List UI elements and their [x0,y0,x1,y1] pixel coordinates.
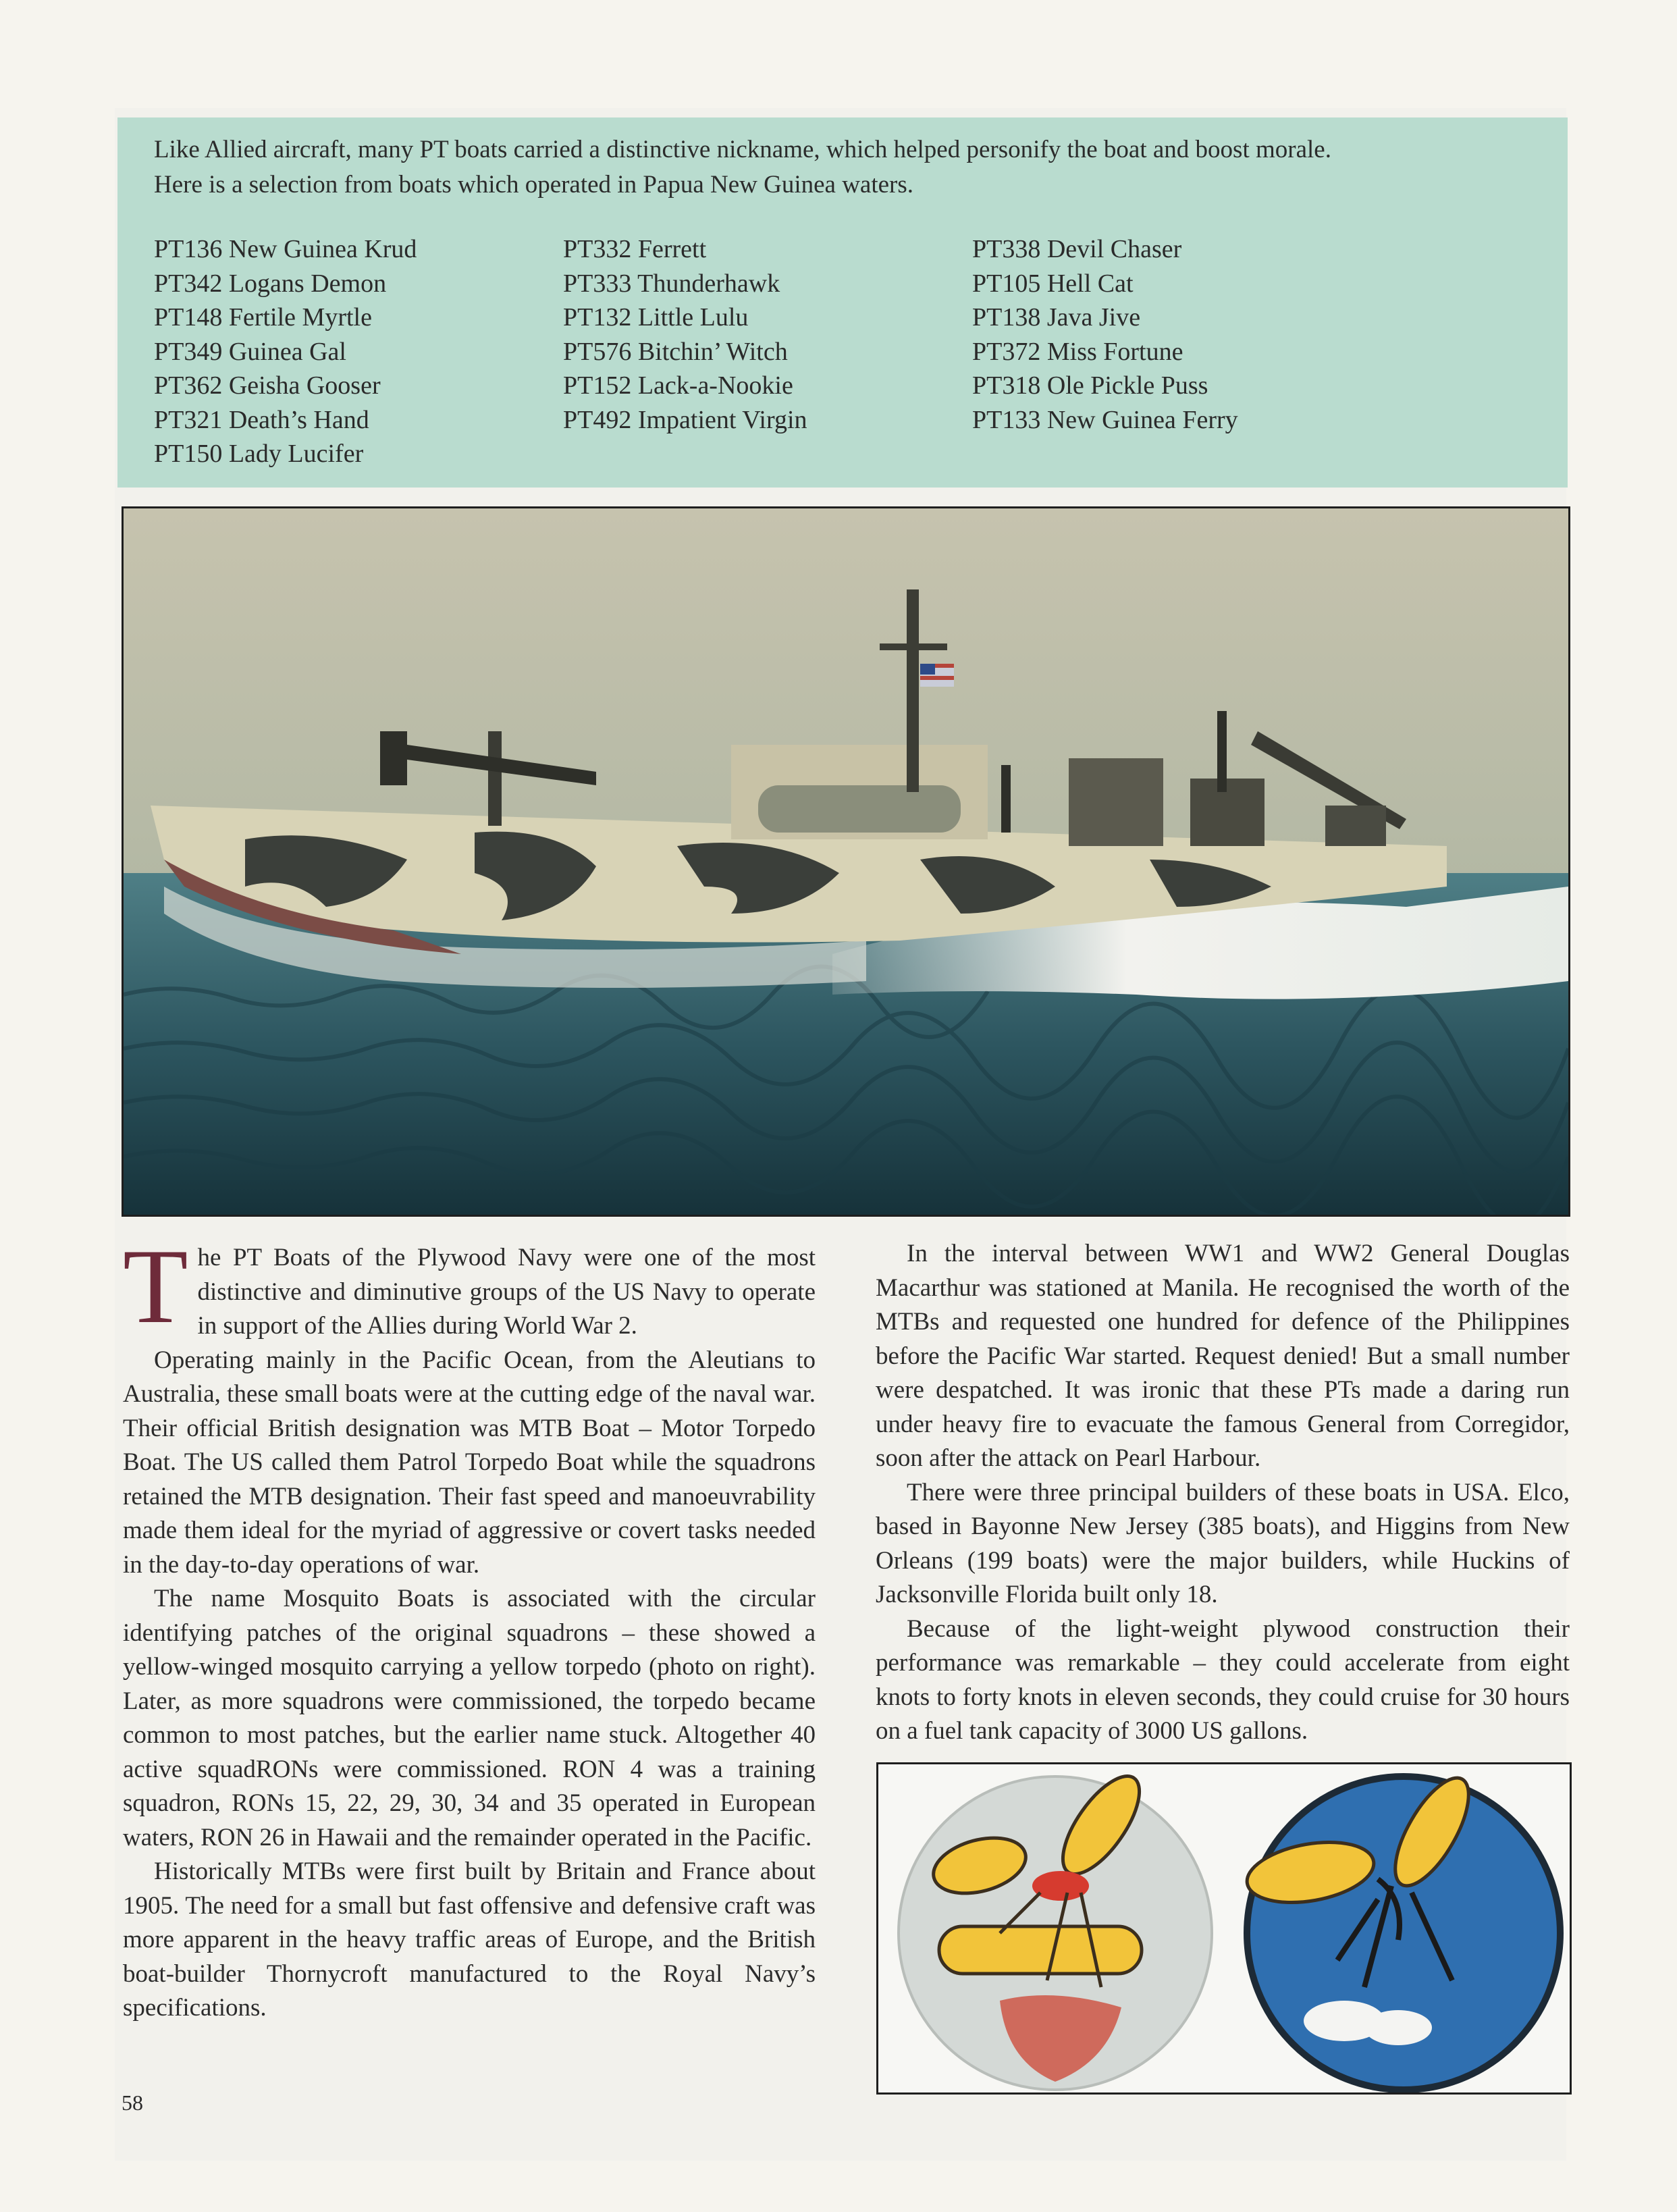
page-number: 58 [122,2090,143,2115]
article-paragraph: The name Mosquito Boats is associated with the circular identifying patches of the original squadrons – these showed a yellow-winged mosquito carrying a yellow torpedo (photo on right). Later, as more squadrons were commissioned, the torpedo became common to most patches, but the earlier name stuck. Altogether 40 active squadRONs were commissioned. RON 4 was a training squadron, RONs 15, 22, 29, 30, 34 and 35 operated in European waters, RON 26 in Hawaii and the remainder operated in the Pacific. [123,1585,816,1851]
nickname-item: PT133 New Guinea Ferry [972,405,1238,434]
sidebar-intro-line1: Like Allied aircraft, many PT boats carried a distinctive nickname, which helped personify the boat and boost morale. [154,136,1331,163]
article-paragraph: There were three principal builders of these boats in USA. Elco, based in Bayonne New Jersey (385 boats), and Higgins from New Orleans (199 boats) were the major builders, while Huckins of Jacksonville Florida built only 18. [876,1478,1570,1608]
mosquito-patch-right [1242,1768,1560,2090]
article-left-column [123,1228,816,2026]
nickname-item: PT150 Lady Lucifer [154,440,364,468]
article-paragraph: In the interval between WW1 and WW2 General Douglas Macarthur was stationed at Manila. He recognised the worth of the MTBs and requested one hundred for defence of the Philippines before the Pacific War started. Request denied! But a small number were despatched. It was ironic that these PTs made a daring run under heavy fire to evacuate the famous General from Corregidor, soon after the attack on Pearl Harbour. [876,1240,1570,1472]
mosquito-patch-left [899,1764,1212,2090]
article-paragraph: Operating mainly in the Pacific Ocean, from the Aleutians to Australia, these small boats were at the cutting edge of the naval war. Their official British designation was MTB Boat – Motor Torpedo Boat. The US called them Patrol Torpedo Boat while the squadrons retained the MTB designation. Their fast speed and manoeuvrability made them ideal for the myriad of aggressive or covert tasks needed in the day-to-day operations of war. [123,1346,816,1579]
nickname-item: PT105 Hell Cat [972,269,1134,298]
nickname-item: PT321 Death’s Hand [154,405,369,434]
nickname-item: PT318 Ole Pickle Puss [972,371,1208,400]
article-paragraph: Because of the light-weight plywood construction their performance was remarkable – they could accelerate from eight knots to forty knots in eleven seconds, they could cruise for 30 hours on a fuel tank capacity of 3000 US gallons. [876,1614,1570,1745]
article-paragraph: Historically MTBs were first built by Britain and France about 1905. The need for a small but fast offensive and defensive craft was more apparent in the heavy traffic areas of Europe, and the British boat-builder Thornycroft manufactured to the Royal Navy’s specifications. [123,1858,816,2022]
nickname-item: PT492 Impatient Virgin [563,405,807,434]
nickname-column-1 [154,232,417,471]
mosquito-patches-illustration [878,1764,1570,2092]
nickname-column-3 [972,232,1238,437]
nickname-item: PT349 Guinea Gal [154,337,346,366]
sidebar-intro-line2: Here is a selection from boats which operated in Papua New Guinea waters. [154,171,914,199]
nickname-column-2 [563,232,807,437]
nickname-item: PT132 Little Lulu [563,303,749,332]
drop-cap: T [123,1228,188,1346]
nickname-item: PT148 Fertile Myrtle [154,303,372,332]
nickname-columns [154,232,1531,475]
squadron-patches-photo [876,1762,1572,2095]
nickname-item: PT338 Devil Chaser [972,235,1182,263]
nickname-item: PT333 Thunderhawk [563,269,780,298]
sidebar-intro [154,132,1531,203]
nickname-item: PT372 Miss Fortune [972,337,1183,366]
nickname-item: PT332 Ferrett [563,235,707,263]
pt-boat-photo [122,506,1570,1217]
article-paragraph: The PT Boats of the Plywood Navy were one of the most distinctive and diminutive groups of the US Navy to operate in support of the Allies during World War 2. [123,1228,816,1346]
pt-boat-illustration [124,508,1568,1215]
nickname-item: PT152 Lack-a-Nookie [563,371,793,400]
nickname-sidebar [117,117,1568,488]
article-right-column [876,1237,1570,1749]
nickname-item: PT342 Logans Demon [154,269,387,298]
nickname-item: PT136 New Guinea Krud [154,235,417,263]
nickname-item: PT576 Bitchin’ Witch [563,337,788,366]
nickname-item: PT362 Geisha Gooser [154,371,381,400]
nickname-item: PT138 Java Jive [972,303,1141,332]
